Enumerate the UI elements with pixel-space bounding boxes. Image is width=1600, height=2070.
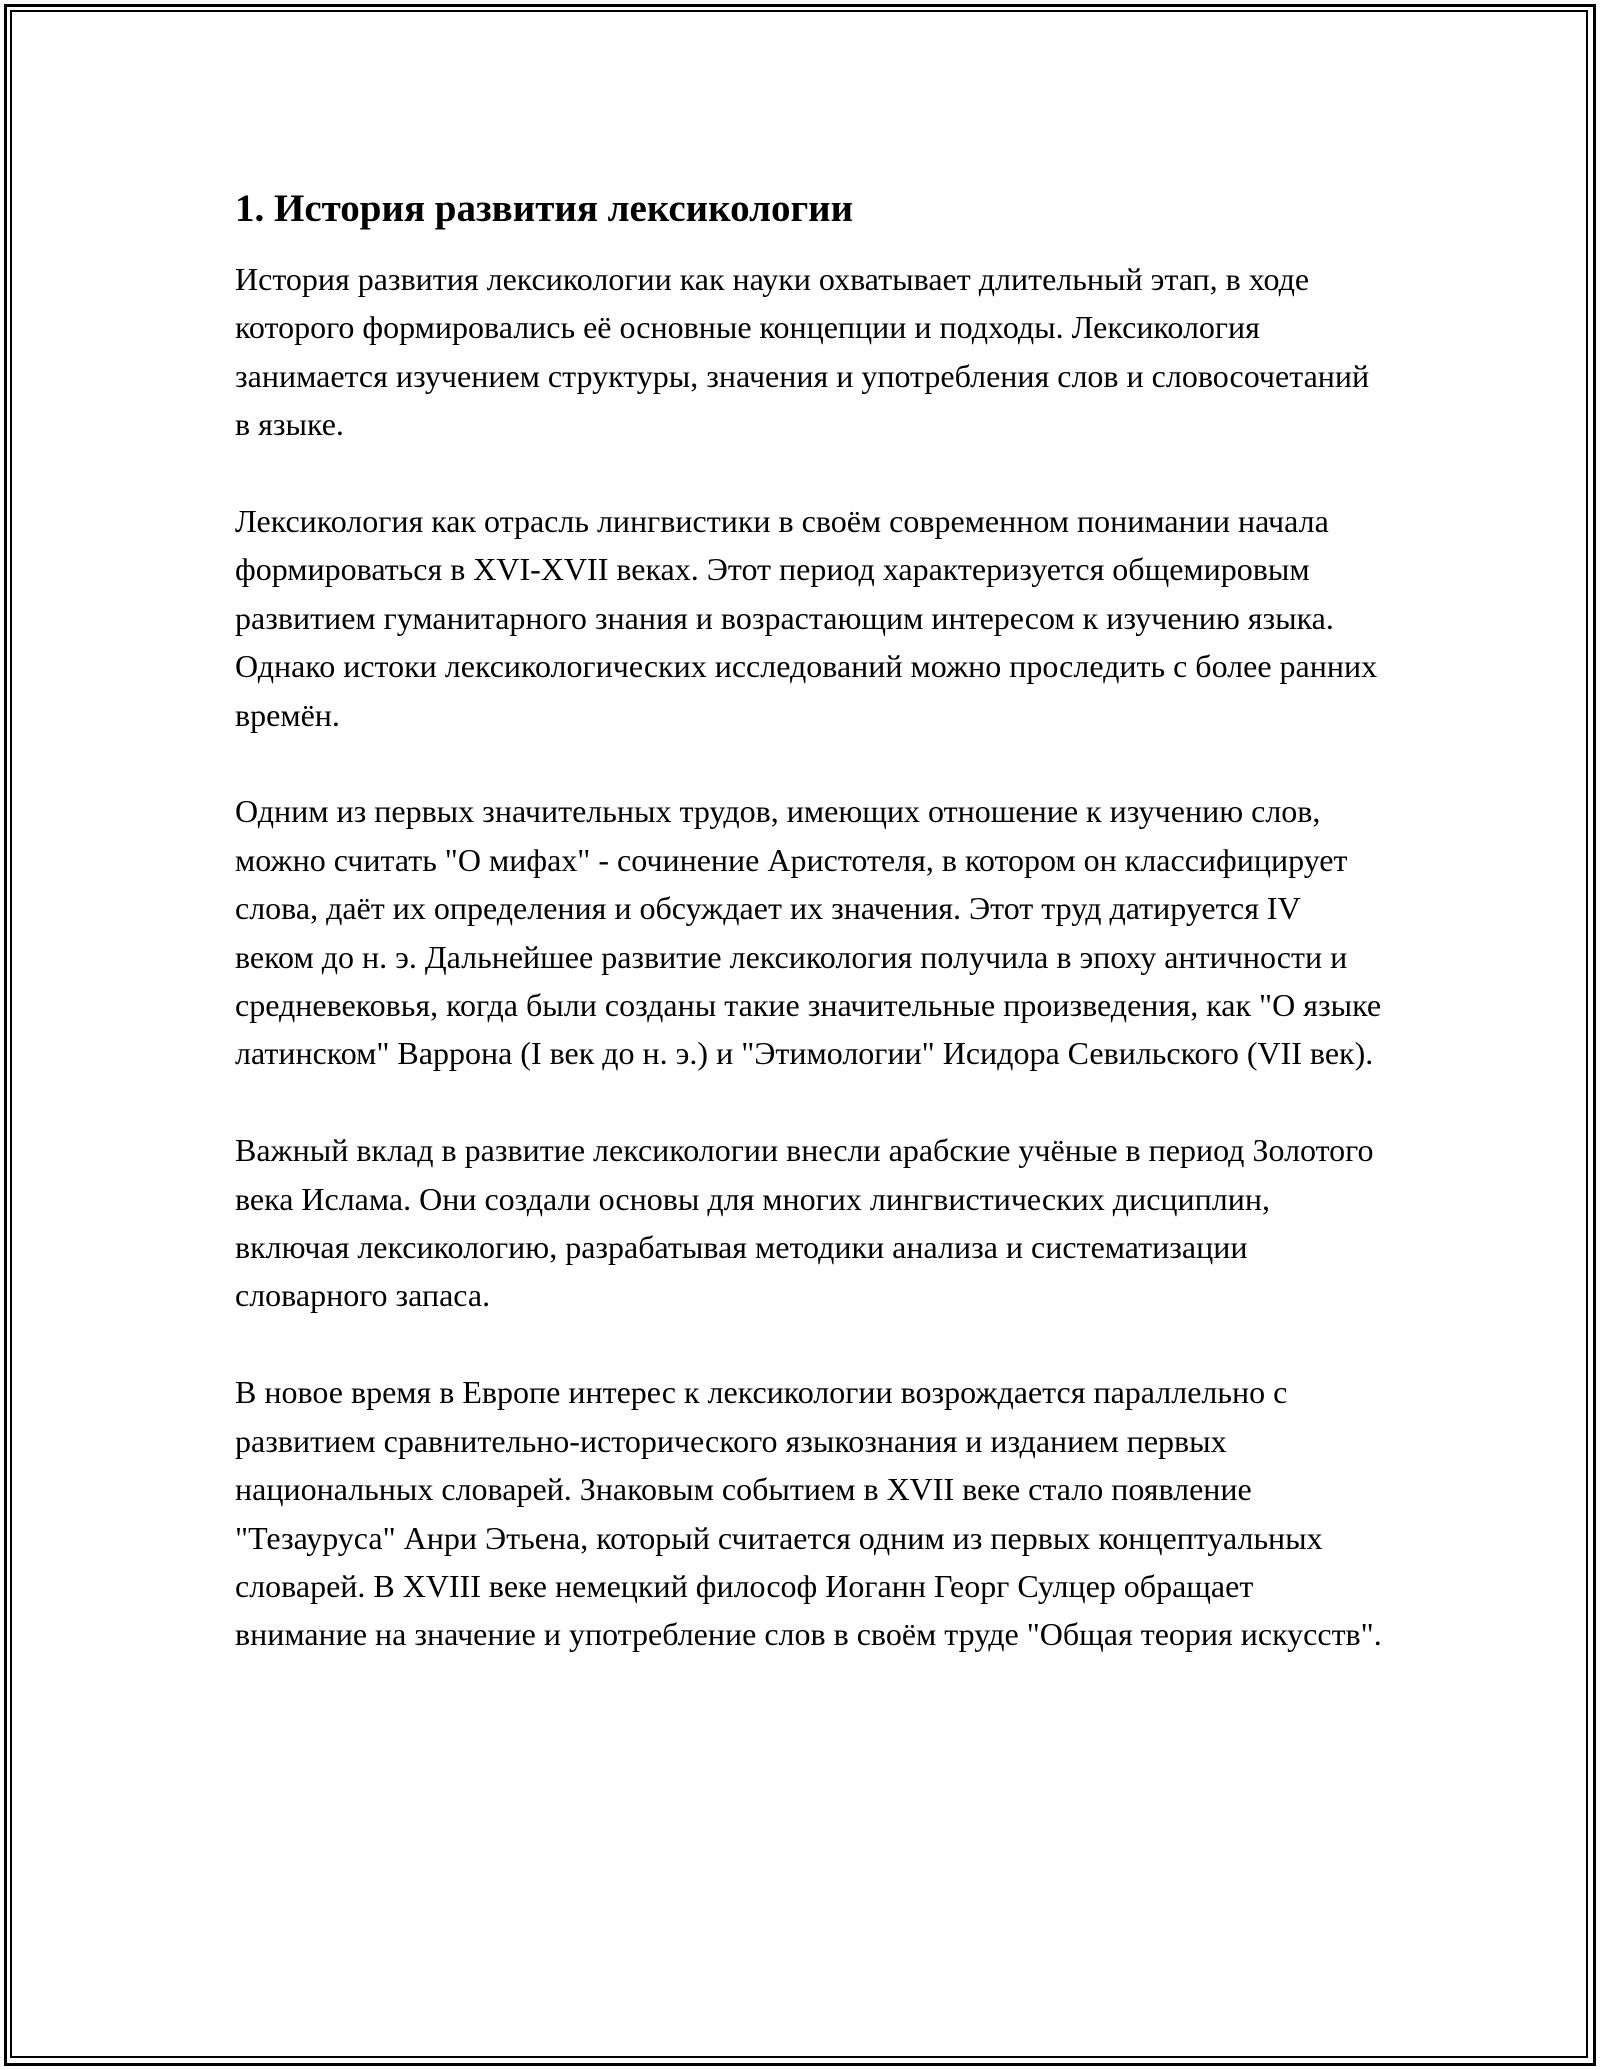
section-heading: 1. История развития лексикологии [235,187,854,230]
paragraph-4: Важный вклад в развитие лексикологии внесли арабские учёные в период Золотого века Ислама. Они создали основы для многих лингвистических дисциплин, включая лексикологию, разрабатывая методики анализа и систематизации словарного запаса. [235,1132,1374,1314]
paragraph-3: Одним из первых значительных трудов, имеющих отношение к изучению слов, можно считать "О мифах" - сочинение Аристотеля, в котором он классифицирует слова, даёт их определения и обсуждает их значения. Этот труд датируется IV веком до н. э. Дальнейшее развитие лексикология получила в эпоху античности и средневековья, когда были созданы такие значительные произведения, как "О языке латинском" Варрона (I век до н. э.) и "Этимологии" Исидора Севильского (VII век). [235,793,1382,1072]
paragraph-5: В новое время в Европе интерес к лексикологии возрождается параллельно с развитием сравнительно-исторического языкознания и изданием первых национальных словарей. Знаковым событием в XVII веке стало появление "Тезауруса" Анри Этьена, который считается одним из первых концептуальных словарей. В XVIII веке немецкий философ Иоганн Георг Сулцер обращает внимание на значение и употребление слов в своём труде "Общая теория искусств". [235,1374,1382,1653]
document-body [235,185,1385,1659]
paragraph-1: История развития лексикологии как науки охватывает длительный этап, в ходе которого формировались её основные концепции и подходы. Лексикология занимается изучением структуры, значения и употребления слов и словосочетаний в языке. [235,261,1370,443]
paragraph-2: Лексикология как отрасль лингвистики в своём современном понимании начала формироваться в XVI-XVII веках. Этот период характеризуется общемировым развитием гуманитарного знания и возрастающим интересом к изучению языка. Однако истоки лексикологических исследований можно проследить с более ранних времён. [235,503,1378,733]
